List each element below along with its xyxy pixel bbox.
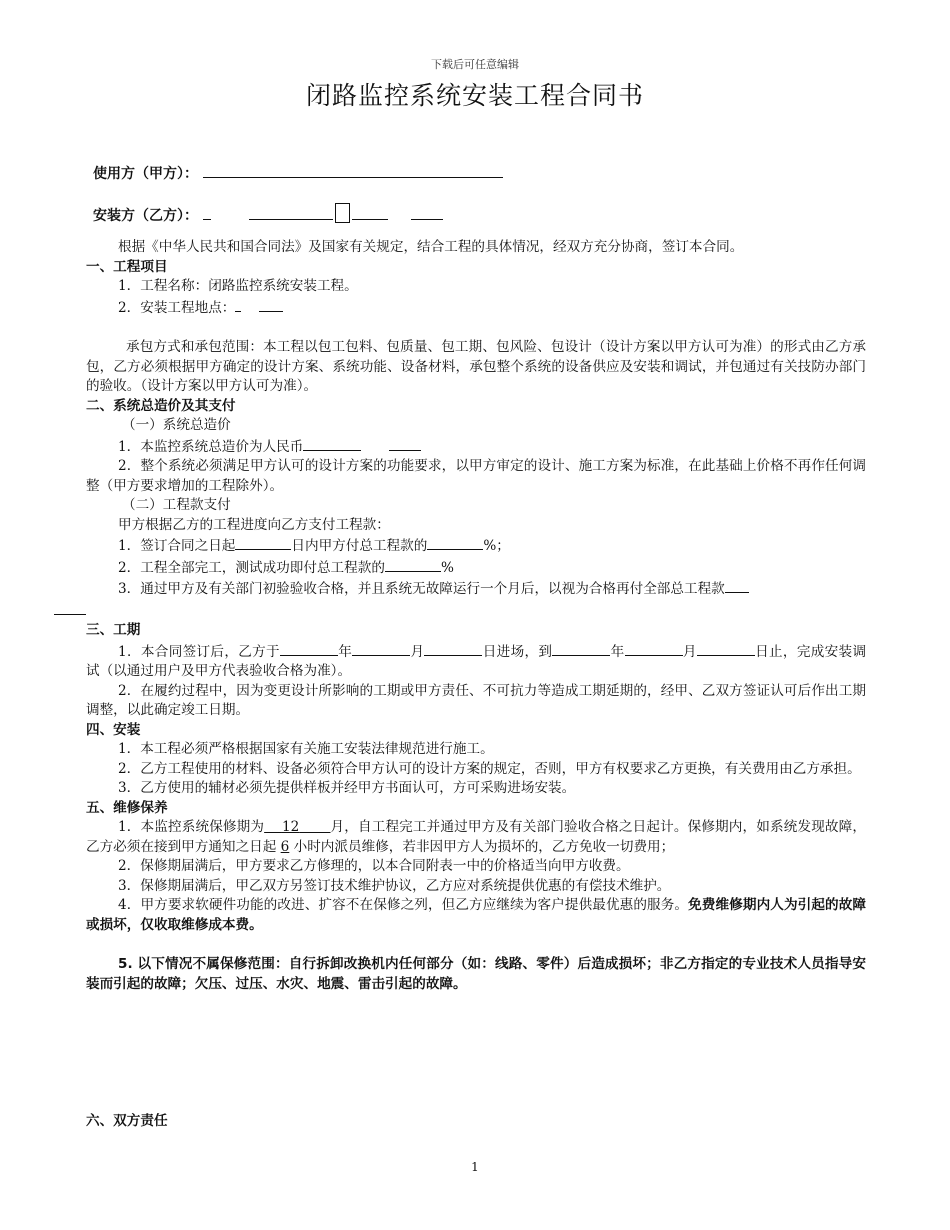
warranty-item-4: [86, 896, 866, 935]
project-name: 1．工程名称：闭路监控系统安装工程。: [118, 278, 358, 294]
warranty-item-3: 3．保修期届满后，甲乙双方另签订技术维护协议，乙方应对系统提供优惠的有偿技术维护。: [118, 877, 671, 894]
warranty-item-1: [86, 818, 866, 857]
warranty-item-2: 2．保修期届满后，甲方要求乙方修理的，以本合同附表一中的价格适当向甲方收费。: [118, 858, 630, 874]
end-month-blank: [625, 641, 683, 656]
total-price-label: 1．本监控系统总造价为人民币: [118, 438, 304, 455]
start-day-blank: [424, 641, 482, 656]
warranty-months-value: [264, 819, 330, 835]
month-label-2: 月: [682, 643, 697, 660]
party-a-line: [93, 163, 503, 183]
payment-item-2: [86, 557, 866, 579]
payment-1-days-blank: [235, 535, 291, 550]
party-b-blank-3: [352, 207, 388, 220]
party-b-blank-2: [249, 207, 333, 220]
party-b-label: 安装方（乙方）：: [93, 208, 198, 224]
section-2-heading: 二、系统总造价及其支付: [86, 397, 236, 414]
month-label: 月: [410, 643, 425, 660]
response-hours-value: 6: [280, 838, 290, 855]
year-label: 年: [337, 643, 353, 660]
payment-2-text-b: %: [440, 559, 454, 576]
schedule-item-2: 2．在履约过程中，因为变更设计所影响的工期或甲方责任、不可抗力等造成工期延期的，经甲、乙双方签证认可后作出工期调整，以此确定竣工日期。: [86, 682, 866, 718]
party-b-blank-1: [203, 207, 211, 220]
install-item-2: 2．乙方工程使用的材料、设备必须符合甲方认可的设计方案的规定，否则，甲方有权要求乙方更换，有关费用由乙方承担。: [118, 760, 861, 777]
location-blank-1: [235, 297, 241, 312]
payment-3-blank-a: [725, 578, 749, 593]
missing-glyph-box: [335, 203, 350, 223]
warranty-4-text-a: 4．甲方要求软硬件功能的改进、扩容不在保修之列，但乙方应继续为客户提供最优惠的服务。: [118, 897, 689, 913]
start-month-blank: [352, 641, 410, 656]
schedule-item-1: [86, 641, 866, 682]
project-location-label: 2．安装工程地点：: [118, 299, 236, 316]
payment-1-text-a: 1．签订合同之日起: [118, 538, 236, 554]
payment-3-text: 3．通过甲方及有关部门初验验收合格，并且系统无故障运行一个月后，以视为合格再付全部总工程款: [118, 581, 725, 597]
party-a-label: 使用方（甲方）：: [93, 166, 198, 182]
subsection-total-price: （一）系统总造价: [122, 417, 231, 433]
start-year-blank: [280, 641, 338, 656]
warranty-item-5: 5. 以下情况不属保修范围：自行拆卸改换机内任何部分（如：线路、零件）后造成损坏；非乙方指定的专业技术人员指导安装而引起的故障；欠压、过压、水灾、地震、雷击引起的故障。: [86, 956, 866, 992]
warranty-1-text-a: 1．本监控系统保修期为: [118, 819, 265, 835]
location-blank-2: [259, 297, 283, 312]
section-4-heading: 四、安装: [86, 721, 141, 738]
payment-2-text-a: 2．工程全部完工，测试成功即付总工程款的: [118, 559, 385, 576]
install-item-3: 3．乙方使用的辅材必须先提供样板并经甲方书面认可，方可采购进场安装。: [118, 780, 576, 796]
party-a-blank: [203, 165, 503, 178]
end-day-blank: [697, 641, 755, 656]
install-item-1: 1．本工程必须严格根据国家有关施工安装法律规范进行施工。: [118, 741, 494, 757]
total-price-blank-1: [303, 436, 361, 451]
total-price-blank-2: [389, 436, 421, 451]
payment-intro: 甲方根据乙方的工程进度向乙方支付工程款：: [118, 516, 390, 533]
party-b-blank-4: [411, 207, 443, 220]
payment-item-3: [86, 578, 866, 621]
warranty-1-text-c: 小时内派员维修，若非因甲方人为损坏的，乙方免收一切费用；: [293, 838, 675, 855]
day-in-label: 日进场，到: [482, 643, 553, 660]
subsection-payment: （二）工程款支付: [122, 497, 231, 513]
page-number: 1: [471, 1160, 479, 1174]
project-location: [86, 297, 866, 319]
watermark-text: 下载后可任意编辑: [431, 58, 519, 71]
contract-body: [86, 238, 866, 1132]
total-price-line: [86, 436, 866, 458]
schedule-1-text: 1．本合同签订后，乙方于: [118, 643, 280, 660]
section-5-heading: 五、维修保养: [86, 799, 168, 816]
day-end-label: 日止，完成安装调试（以通过用户及甲方代表验收合格为准）。: [86, 643, 867, 679]
page-title: 闭路监控系统安装工程合同书: [305, 81, 644, 110]
payment-1-text-c: %；: [483, 538, 510, 554]
warranty-months: 12: [281, 819, 300, 835]
intro-paragraph: 根据《中华人民共和国合同法》及国家有关规定，结合工程的具体情况，经双方充分协商，签订本合同。: [118, 239, 744, 255]
section-3-heading: 三、工期: [86, 622, 141, 638]
payment-3-blank-b: [54, 600, 86, 615]
party-b-line: [93, 203, 443, 225]
payment-item-1: [86, 535, 866, 557]
end-year-blank: [552, 641, 610, 656]
section-1-heading: 一、工程项目: [86, 258, 168, 275]
warranty-4-bold-text: 免费维修期内人为引起的故障或损坏，仅收取维修成本费。: [86, 897, 867, 933]
payment-1-text-b: 日内甲方付总工程款的: [291, 538, 428, 554]
scope-paragraph: 承包方式和承包范围：本工程以包工包料、包质量、包工期、包风险、包设计（设计方案以甲方认可为准）的形式由乙方承包，乙方必须根据甲方确定的设计方案、系统功能、设备材料，承包整个系统的设备供应及安装和调试，并包通过有关技防办部门的验收。（设计方案以甲方认可为准）。: [86, 339, 866, 394]
payment-1-percent-blank: [427, 535, 483, 550]
warranty-1-text-b: 月，自工程完工并通过甲方及有关部门验收合格之日起计。保修期内，如系统发现故障，乙方必须在接到甲方通知之日起: [86, 819, 866, 855]
year-label-2: 年: [610, 643, 625, 660]
price-adjustment-paragraph: 2．整个系统必须满足甲方认可的设计方案的功能要求，以甲方审定的设计、施工方案为标准，在此基础上价格不再作任何调整（甲方要求增加的工程除外）。: [86, 458, 866, 494]
section-6-heading: 六、双方责任: [86, 1113, 168, 1129]
payment-2-percent-blank: [385, 557, 441, 572]
